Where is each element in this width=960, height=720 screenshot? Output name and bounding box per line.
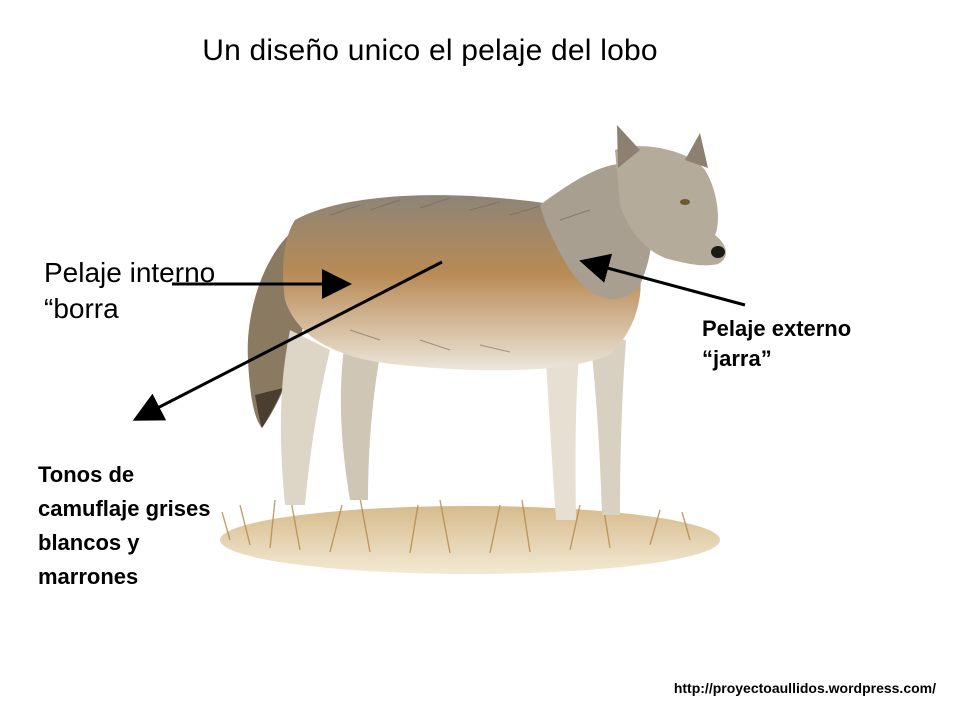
label-tones-line4: marrones [38,564,139,589]
label-inner-line1: Pelaje interno [44,257,216,288]
label-inner-fur [44,255,215,327]
label-tones-line3: blancos y [38,530,140,555]
page-title: Un diseño unico el pelaje del lobo [202,34,658,67]
label-camouflage-tones [38,458,210,594]
label-inner-line2: “borra [44,293,119,324]
label-tones-line1: Tonos de [38,462,135,487]
grass-ground [220,495,720,574]
label-outer-line2: “jarra” [702,346,772,371]
source-url: http://proyectoaullidos.wordpress.com/ [673,680,936,696]
wolf-figure [248,125,726,520]
label-outer-fur [702,314,851,374]
label-tones-line2: camuflaje grises [38,496,211,521]
label-outer-line1: Pelaje externo [702,316,852,341]
